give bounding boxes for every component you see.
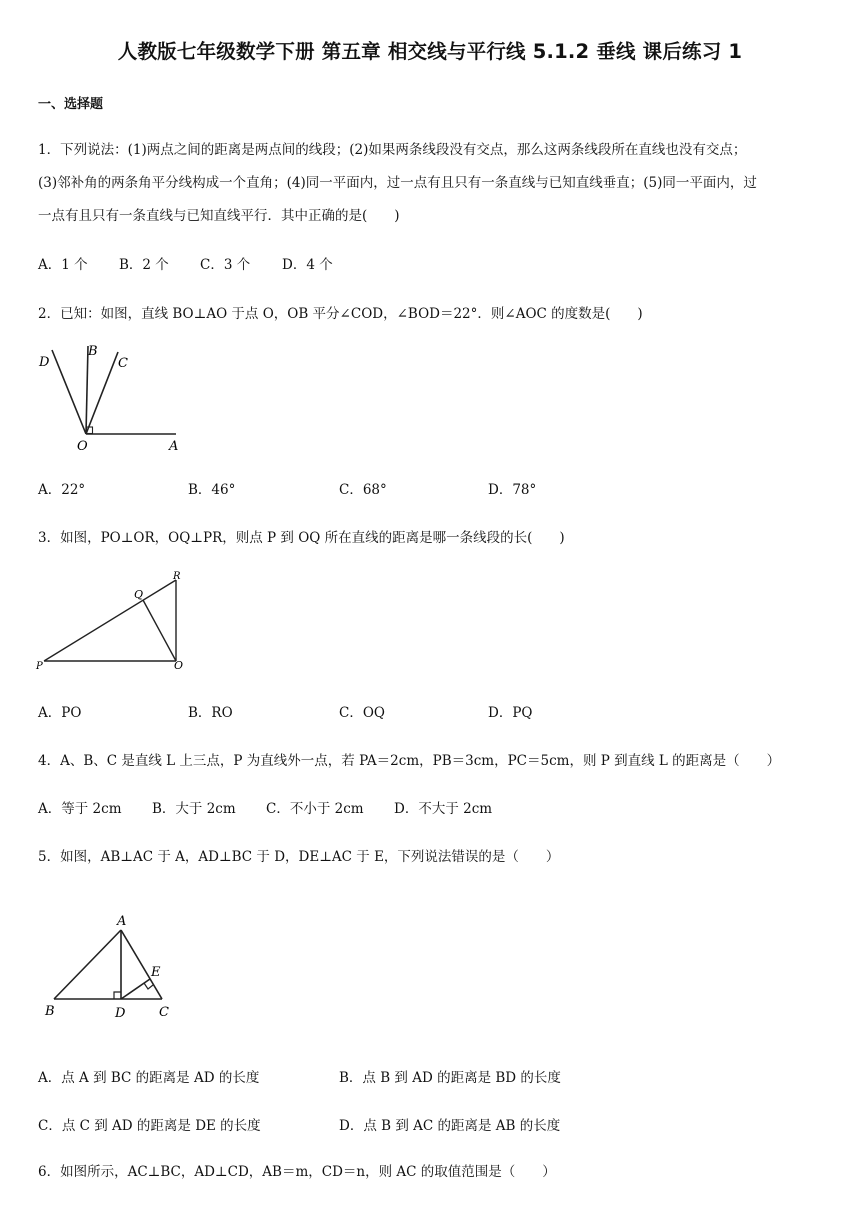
q5-label-b: B: [45, 1004, 55, 1019]
q3-figure: [34, 568, 194, 678]
q2-option-a: A．22°: [38, 482, 86, 498]
q3-option-b: B．RO: [188, 705, 233, 721]
q2-label-b: B: [88, 344, 98, 359]
q5-option-c: C．点 C 到 AD 的距离是 DE 的长度: [38, 1118, 261, 1134]
q4-option-c: C．不小于 2cm: [266, 801, 364, 817]
q3-label-p: P: [36, 661, 43, 672]
q4-option-d: D．不大于 2cm: [394, 801, 493, 817]
q3-option-c: C．OQ: [339, 705, 385, 721]
q2-option-c: C．68°: [339, 482, 387, 498]
q3-label-o: O: [174, 659, 184, 672]
q6-question: 6．如图所示，AC⊥BC，AD⊥CD，AB＝m，CD＝n，则 AC 的取值范围是（ ）: [38, 1164, 556, 1180]
q5-label-a: A: [117, 914, 127, 929]
q1-option-d: D．4 个: [282, 257, 333, 273]
q4-option-a: A．等于 2cm: [38, 801, 122, 817]
q3-label-r: R: [173, 571, 181, 582]
q5-option-a: A．点 A 到 BC 的距离是 AD 的长度: [38, 1070, 260, 1086]
q3-option-a: A．PO: [38, 705, 82, 721]
q2-option-b: B．46°: [188, 482, 236, 498]
q2-figure: [36, 340, 186, 455]
q1-line-3: 一点有且只有一条直线与已知直线平行．其中正确的是( ): [38, 208, 400, 224]
q5-option-d: D．点 B 到 AC 的距离是 AB 的长度: [339, 1118, 561, 1134]
q3-option-d: D．PQ: [488, 705, 533, 721]
q5-label-e: E: [151, 965, 161, 980]
q5-figure: [40, 908, 190, 1023]
q2-label-a: A: [169, 439, 179, 454]
q5-label-c: C: [159, 1005, 169, 1020]
q4-option-b: B．大于 2cm: [152, 801, 236, 817]
q1-option-a: A．1 个: [38, 257, 88, 273]
q1-option-b: B．2 个: [119, 257, 169, 273]
q1-line-2: (3)邻补角的两条角平分线构成一个直角；(4)同一平面内，过一点有且只有一条直线与已知直线垂直；(5)同一平面内，过: [38, 175, 757, 191]
q2-question: 2．已知：如图，直线 BO⊥AO 于点 O，OB 平分∠COD，∠BOD＝22°．则∠AOC 的度数是( ): [38, 306, 643, 322]
q3-label-q: Q: [134, 588, 144, 601]
q1-option-c: C．3 个: [200, 257, 251, 273]
q5-label-d: D: [115, 1006, 126, 1021]
q2-label-c: C: [118, 356, 128, 371]
section-heading: 一、选择题: [38, 97, 104, 112]
q3-question: 3．如图，PO⊥OR，OQ⊥PR，则点 P 到 OQ 所在直线的距离是哪一条线段的长( ): [38, 530, 565, 546]
q4-question: 4．A、B、C 是直线 L 上三点，P 为直线外一点，若 PA＝2cm，PB＝3cm，PC＝5cm，则 P 到直线 L 的距离是（ ）: [38, 753, 781, 769]
q2-option-d: D．78°: [488, 482, 537, 498]
q1-line-1: 1．下列说法：(1)两点之间的距离是两点间的线段；(2)如果两条线段没有交点，那么这两条线段所在直线也没有交点；: [38, 142, 747, 158]
q5-option-b: B．点 B 到 AD 的距离是 BD 的长度: [339, 1070, 561, 1086]
page-title: 人教版七年级数学下册 第五章 相交线与平行线 5.1.2 垂线 课后练习 1: [117, 40, 743, 63]
q5-question: 5．如图，AB⊥AC 于 A，AD⊥BC 于 D，DE⊥AC 于 E，下列说法错误的是（ ）: [38, 849, 560, 865]
q2-label-d: D: [39, 355, 50, 370]
q2-label-o: O: [77, 439, 88, 454]
